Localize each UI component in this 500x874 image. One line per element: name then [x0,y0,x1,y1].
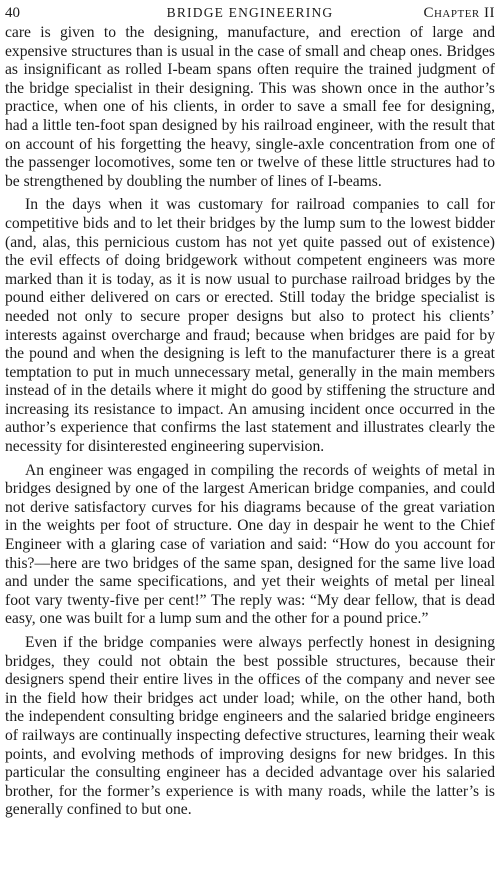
running-header [5,2,495,24]
paragraph-engineer-anecdote: An engineer was engaged in compiling the records of weights of metal in bridges designed by one of the largest American bridge companies, and could not derive satisfactory curves for his diagrams because of the great variation in the weights per foot of structure. One day in despair he went to the Chief Engineer with a glaring case of variation and said: “How do you account for this?—here are two bridges of the same span, designed for the same live load and under the same specifications, and yet their weights of metal per lineal foot vary twenty-five per cent!” The reply was: “My dear fellow, that is dead easy, one was built for a lump sum and the other for a pound price.” [5,461,495,628]
paragraph-continued: care is given to the designing, manufacture, and erection of large and expensive structures than is usual in the case of small and cheap ones. Bridges as insignificant as rolled I-beam spans often require the trained judgment of the bridge specialist in their designing. This was shown once in the author’s practice, when one of his clients, in order to save a small fee for designing, had a little ten-foot span designed by his railroad engineer, with the result that on account of his forgetting the heavy, single-axle concentration from one of the passenger locomotives, some ten or twelve of these little structures had to be strengthened by doubling the number of lines of I-beams. [5,24,495,190]
chapter-label: Chapter II [423,5,495,21]
running-title: BRIDGE ENGINEERING [166,5,334,20]
book-page [5,0,495,820]
page-number: 40 [5,5,20,21]
paragraph-competitive-bids: In the days when it was customary for railroad companies to call for competitive bids and to let their bridges by the lump sum to the lowest bidder (and, alas, this pernicious custom has not yet quite passed out of existence) the evil effects of doing bridgework without competent engineers was more marked than it is today, as it is now usual to purchase railroad bridges by the pound either delivered on cars or erected. Still today the bridge specialist is needed not only to secure proper designs but also to protect his clients’ interests against overcharge and fraud; because when bridges are paid for by the pound and when the designing is left to the manufacturer there is a great temptation to put in much unnecessary metal, generally in the main members instead of in the details where it might do good by stiffening the structure and increasing its resistance to impact. An amusing incident once occurred in the author’s experience that confirms the last statement and illustrates clearly the necessity for disinterested engineering supervision. [5,196,495,456]
paragraph-bridge-companies: Even if the bridge companies were always perfectly honest in designing bridges, they could not obtain the best possible structures, because their designers spend their entire lives in the offices of the company and never see in the field how their bridges act under load; while, on the other hand, both the independent consulting bridge engineers and the salaried bridge engineers of railways are continually inspecting defective structures, learning their weak points, and evolving methods of improving designs for new bridges. In this particular the consulting engineer has a decided advantage over his salaried brother, for the former’s experience is with many roads, while the latter’s is generally confined to but one. [5,634,495,819]
body-text [5,24,495,820]
